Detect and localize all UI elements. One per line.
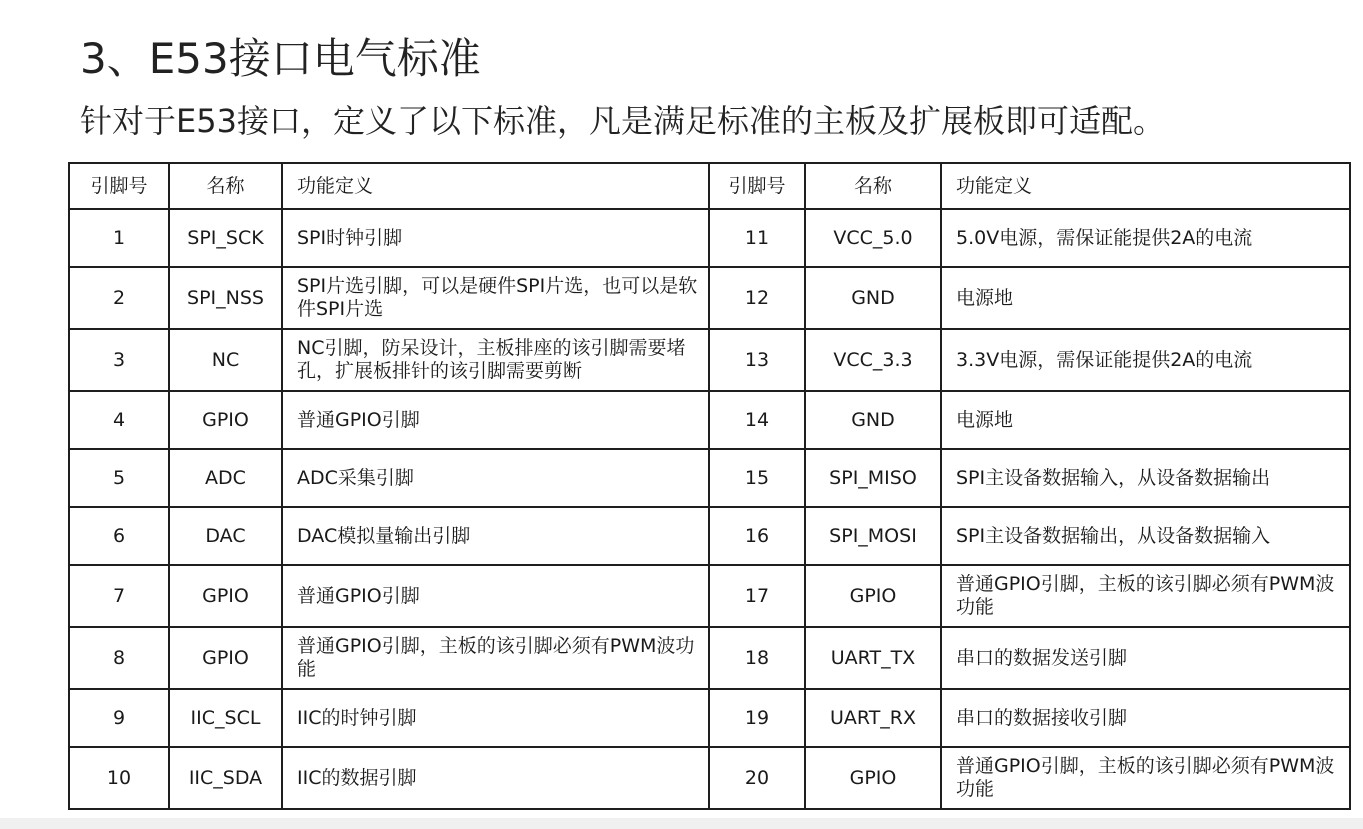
- pin-number: 20: [709, 747, 805, 809]
- pin-function: 普通GPIO引脚，主板的该引脚必须有PWM波功能: [282, 627, 709, 689]
- pin-function: 串口的数据发送引脚: [941, 627, 1350, 689]
- pin-name: SPI_NSS: [169, 267, 282, 329]
- pin-function: 串口的数据接收引脚: [941, 689, 1350, 747]
- table-row: [69, 449, 1350, 507]
- pin-number: 7: [69, 565, 169, 627]
- pin-number: 9: [69, 689, 169, 747]
- pin-number: 10: [69, 747, 169, 809]
- table-row: [69, 329, 1350, 391]
- pin-number: 1: [69, 209, 169, 267]
- header-name-right: 名称: [805, 163, 941, 209]
- table-row: [69, 627, 1350, 689]
- pin-number: 4: [69, 391, 169, 449]
- pin-function: SPI主设备数据输入，从设备数据输出: [941, 449, 1350, 507]
- pin-name: DAC: [169, 507, 282, 565]
- pin-name: VCC_3.3: [805, 329, 941, 391]
- pin-function: ADC采集引脚: [282, 449, 709, 507]
- pin-number: 17: [709, 565, 805, 627]
- pin-function: 3.3V电源，需保证能提供2A的电流: [941, 329, 1350, 391]
- pin-name: GPIO: [805, 565, 941, 627]
- pin-name: GPIO: [169, 627, 282, 689]
- pin-number: 15: [709, 449, 805, 507]
- header-pin-left: 引脚号: [69, 163, 169, 209]
- pin-name: NC: [169, 329, 282, 391]
- pin-function: SPI主设备数据输出，从设备数据输入: [941, 507, 1350, 565]
- table-row: [69, 391, 1350, 449]
- pin-name: GPIO: [805, 747, 941, 809]
- pin-name: IIC_SCL: [169, 689, 282, 747]
- pin-name: SPI_MISO: [805, 449, 941, 507]
- pin-function: SPI时钟引脚: [282, 209, 709, 267]
- pin-number: 14: [709, 391, 805, 449]
- pin-function: 普通GPIO引脚: [282, 391, 709, 449]
- pin-number: 19: [709, 689, 805, 747]
- pin-definition-table: [68, 162, 1351, 810]
- pin-function: NC引脚，防呆设计，主板排座的该引脚需要堵孔，扩展板排针的该引脚需要剪断: [282, 329, 709, 391]
- pin-name: UART_TX: [805, 627, 941, 689]
- table-row: [69, 267, 1350, 329]
- pin-number: 12: [709, 267, 805, 329]
- pin-function: 普通GPIO引脚，主板的该引脚必须有PWM波功能: [941, 565, 1350, 627]
- pin-name: UART_RX: [805, 689, 941, 747]
- pin-function: IIC的数据引脚: [282, 747, 709, 809]
- bottom-margin-band: [0, 818, 1363, 829]
- header-name-left: 名称: [169, 163, 282, 209]
- pin-name: ADC: [169, 449, 282, 507]
- table-header-row: [69, 163, 1350, 209]
- pin-function: SPI片选引脚，可以是硬件SPI片选，也可以是软件SPI片选: [282, 267, 709, 329]
- pin-name: GND: [805, 267, 941, 329]
- pin-name: IIC_SDA: [169, 747, 282, 809]
- pin-number: 5: [69, 449, 169, 507]
- pin-function: 电源地: [941, 391, 1350, 449]
- pin-number: 11: [709, 209, 805, 267]
- table-row: [69, 565, 1350, 627]
- pin-number: 16: [709, 507, 805, 565]
- header-pin-right: 引脚号: [709, 163, 805, 209]
- pin-function: 普通GPIO引脚: [282, 565, 709, 627]
- header-function-right: 功能定义: [941, 163, 1350, 209]
- pin-name: VCC_5.0: [805, 209, 941, 267]
- pin-number: 3: [69, 329, 169, 391]
- pin-number: 13: [709, 329, 805, 391]
- table-row: [69, 689, 1350, 747]
- table-row: [69, 507, 1350, 565]
- pin-number: 2: [69, 267, 169, 329]
- pin-function: 电源地: [941, 267, 1350, 329]
- header-function-left: 功能定义: [282, 163, 709, 209]
- pin-function: 5.0V电源，需保证能提供2A的电流: [941, 209, 1350, 267]
- pin-function: 普通GPIO引脚，主板的该引脚必须有PWM波功能: [941, 747, 1350, 809]
- pin-name: GND: [805, 391, 941, 449]
- pin-name: GPIO: [169, 565, 282, 627]
- pin-function: DAC模拟量输出引脚: [282, 507, 709, 565]
- pin-number: 8: [69, 627, 169, 689]
- pin-name: SPI_SCK: [169, 209, 282, 267]
- pin-number: 6: [69, 507, 169, 565]
- pin-name: GPIO: [169, 391, 282, 449]
- pin-function: IIC的时钟引脚: [282, 689, 709, 747]
- pin-name: SPI_MOSI: [805, 507, 941, 565]
- page-subtitle: 针对于E53接口，定义了以下标准，凡是满足标准的主板及扩展板即可适配。: [80, 102, 1165, 140]
- table-row: [69, 209, 1350, 267]
- table-row: [69, 747, 1350, 809]
- pin-number: 18: [709, 627, 805, 689]
- page-title: 3、E53接口电气标准: [80, 34, 481, 83]
